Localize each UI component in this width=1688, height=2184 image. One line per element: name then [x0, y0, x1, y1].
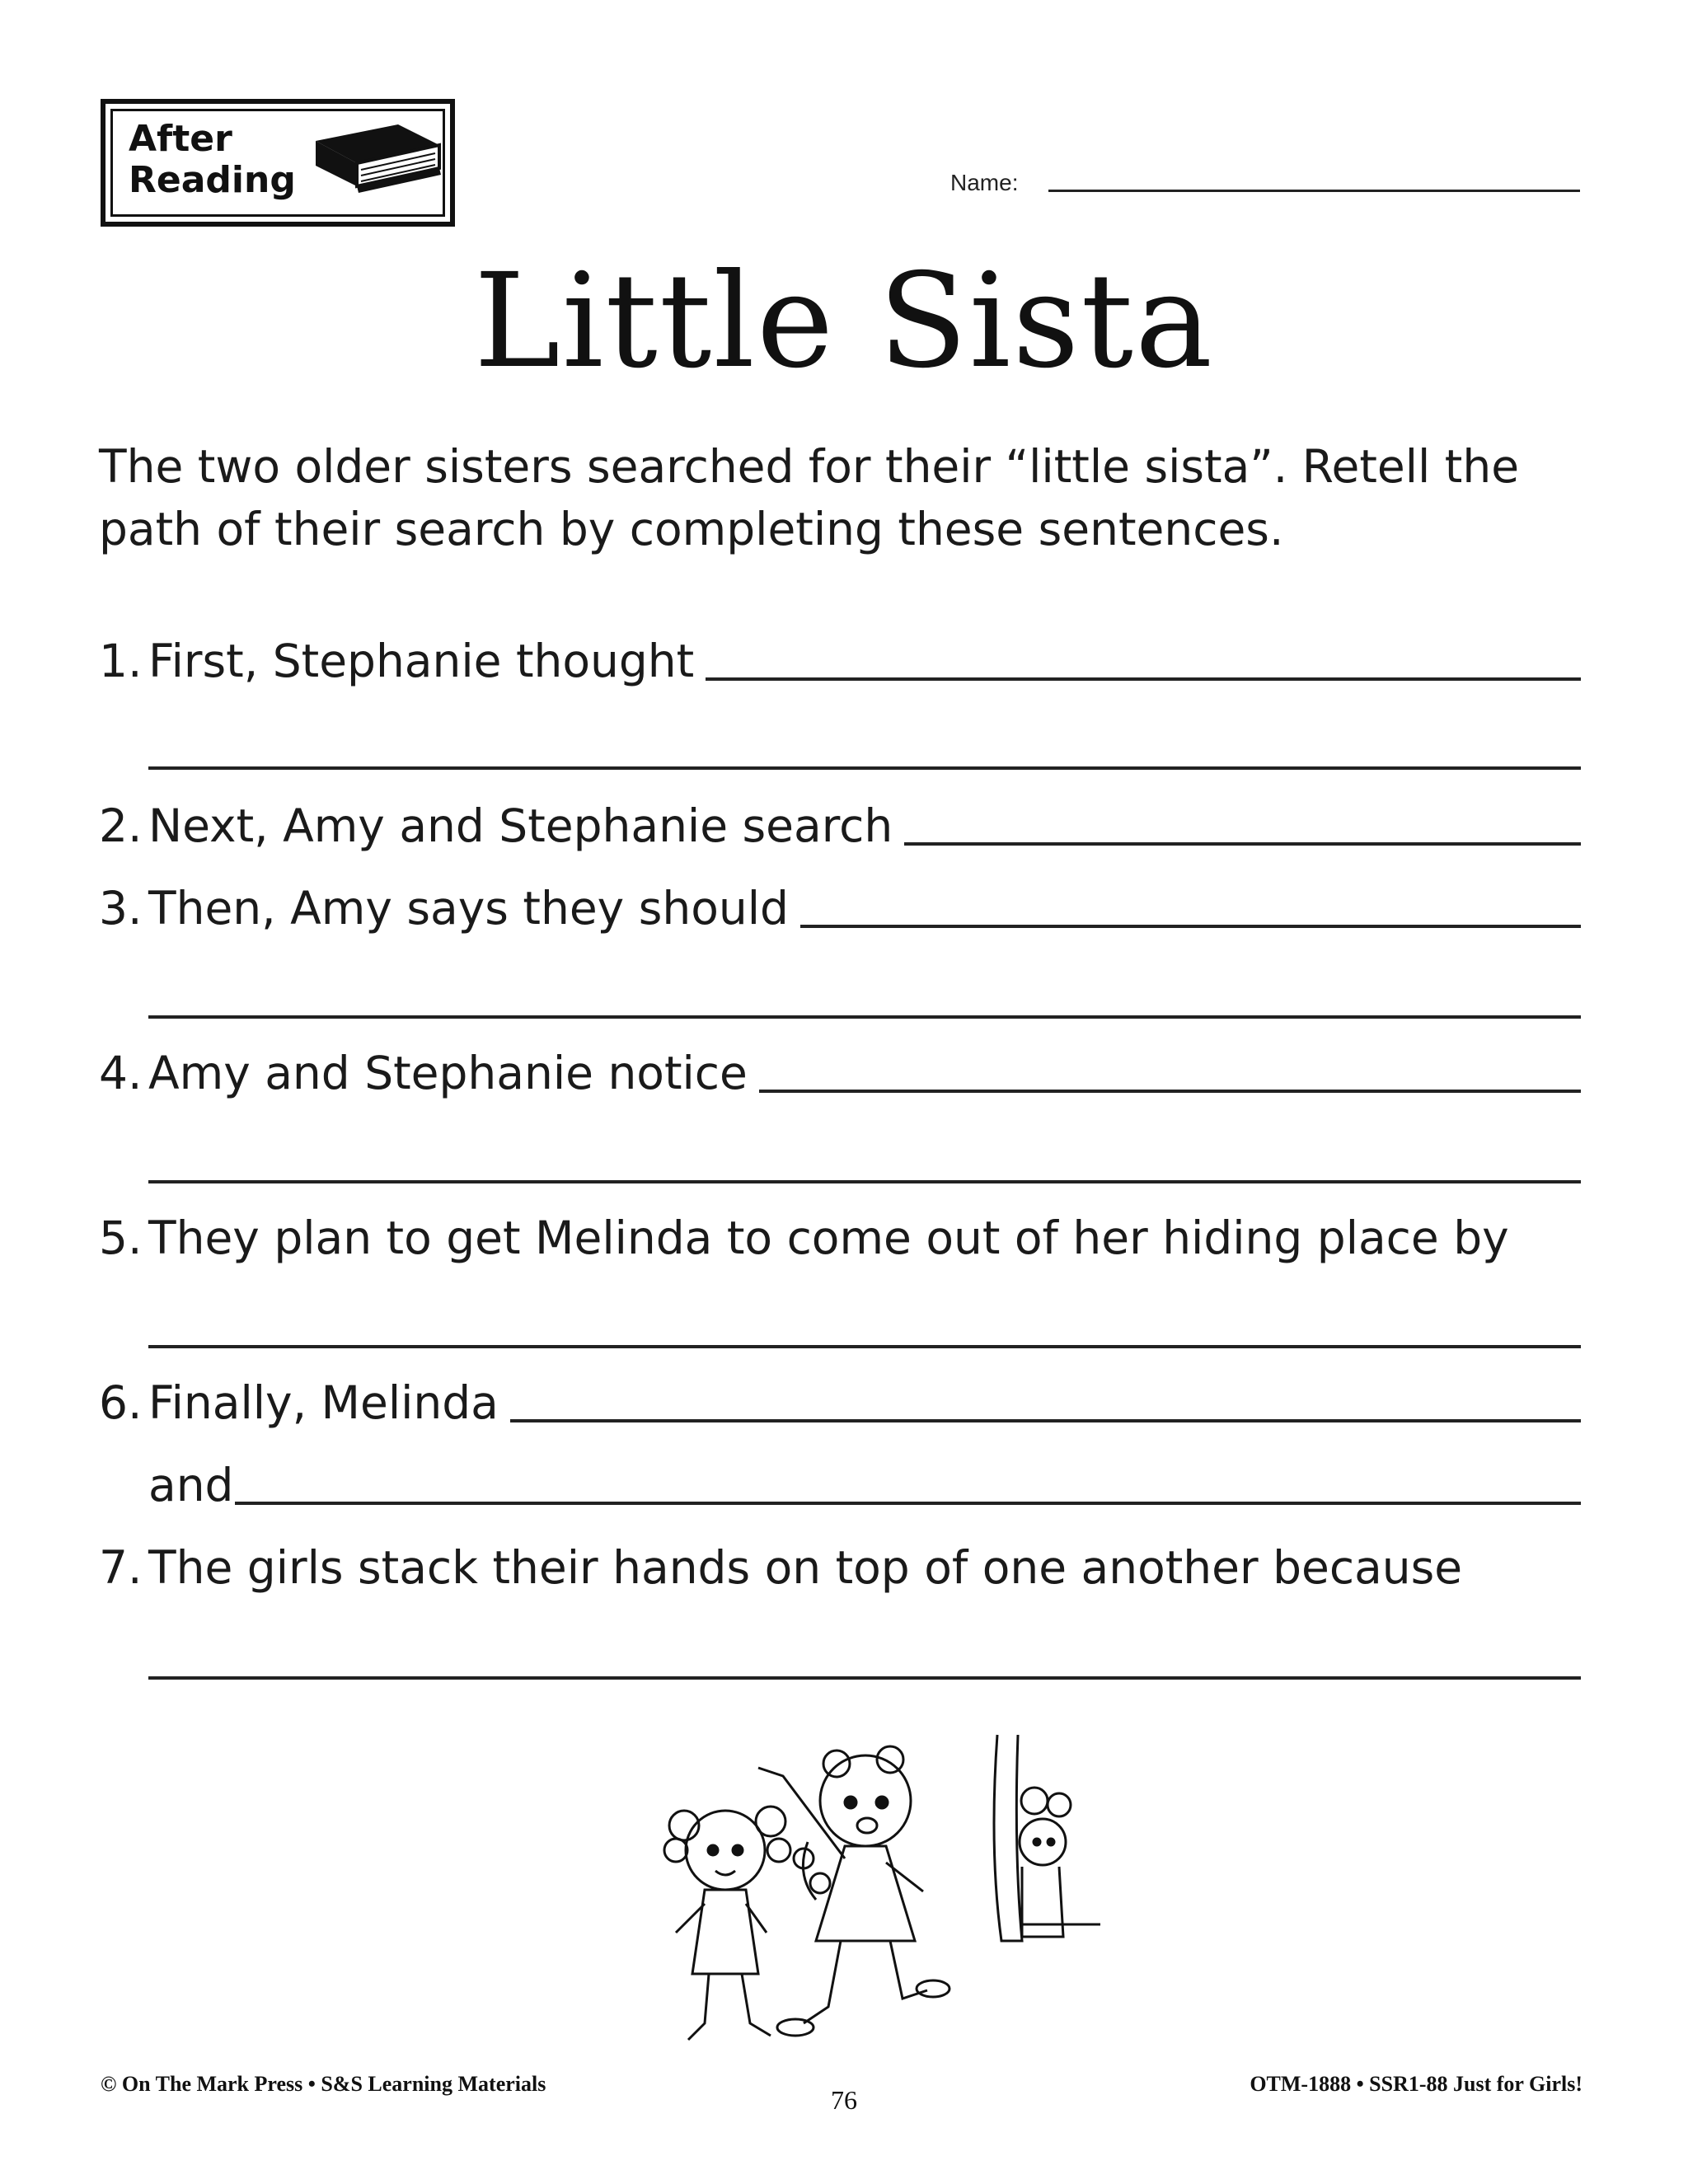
question-number: 4.	[99, 1047, 143, 1099]
question-3	[99, 882, 1581, 935]
question-text: Amy and Stephanie notice	[148, 1047, 748, 1099]
question-5	[99, 1212, 1581, 1264]
footer-product-code: OTM-1888 • SSR1-88 Just for Girls!	[1250, 2072, 1582, 2096]
question-text: Next, Amy and Stephanie search	[148, 799, 893, 852]
question-1	[99, 635, 1581, 687]
question-text: Then, Amy says they should	[148, 882, 789, 935]
question-number: 2.	[99, 799, 143, 852]
answer-line[interactable]	[759, 1089, 1581, 1093]
question-number: 3.	[99, 882, 143, 935]
book-icon	[299, 120, 448, 211]
after-reading-badge	[101, 99, 455, 227]
name-field[interactable]	[1048, 190, 1580, 192]
girls-illustration	[626, 1727, 1104, 2073]
name-label: Name:	[950, 170, 1019, 195]
instructions-text: The two older sisters searched for their “little sista”. Retell the path of their search by completing these sentences.	[99, 440, 1520, 555]
answer-line[interactable]	[148, 1015, 1581, 1019]
badge-line-2: Reading	[129, 159, 296, 201]
answer-line[interactable]	[148, 1180, 1581, 1183]
question-text: Finally, Melinda	[148, 1376, 499, 1429]
question-4	[99, 1047, 1581, 1099]
question-number: 5.	[99, 1212, 143, 1264]
answer-line[interactable]	[904, 841, 1581, 846]
question-6	[99, 1376, 1581, 1429]
footer-copyright: © On The Mark Press • S&S Learning Materials	[101, 2072, 546, 2096]
answer-line[interactable]	[706, 677, 1581, 681]
question-text: The girls stack their hands on top of one another because	[148, 1541, 1463, 1594]
question-number: 7.	[99, 1541, 143, 1594]
page-title: Little Sista	[473, 246, 1215, 397]
question-number: 1.	[99, 635, 143, 687]
question-7	[99, 1541, 1581, 1594]
answer-line[interactable]	[235, 1501, 1581, 1505]
answer-line[interactable]	[148, 766, 1581, 770]
badge-label	[129, 119, 296, 201]
continuation-text: and	[148, 1459, 234, 1511]
page-number: 76	[831, 2085, 857, 2115]
question-number: 6.	[99, 1376, 143, 1429]
question-text: First, Stephanie thought	[148, 635, 695, 687]
answer-line[interactable]	[510, 1418, 1581, 1422]
question-6-continuation	[148, 1459, 1581, 1511]
question-text: They plan to get Melinda to come out of her hiding place by	[148, 1212, 1509, 1264]
question-2	[99, 799, 1581, 852]
answer-line[interactable]	[148, 1345, 1581, 1348]
badge-line-1: After	[129, 118, 232, 160]
answer-line[interactable]	[800, 924, 1581, 928]
answer-line[interactable]	[148, 1676, 1581, 1680]
